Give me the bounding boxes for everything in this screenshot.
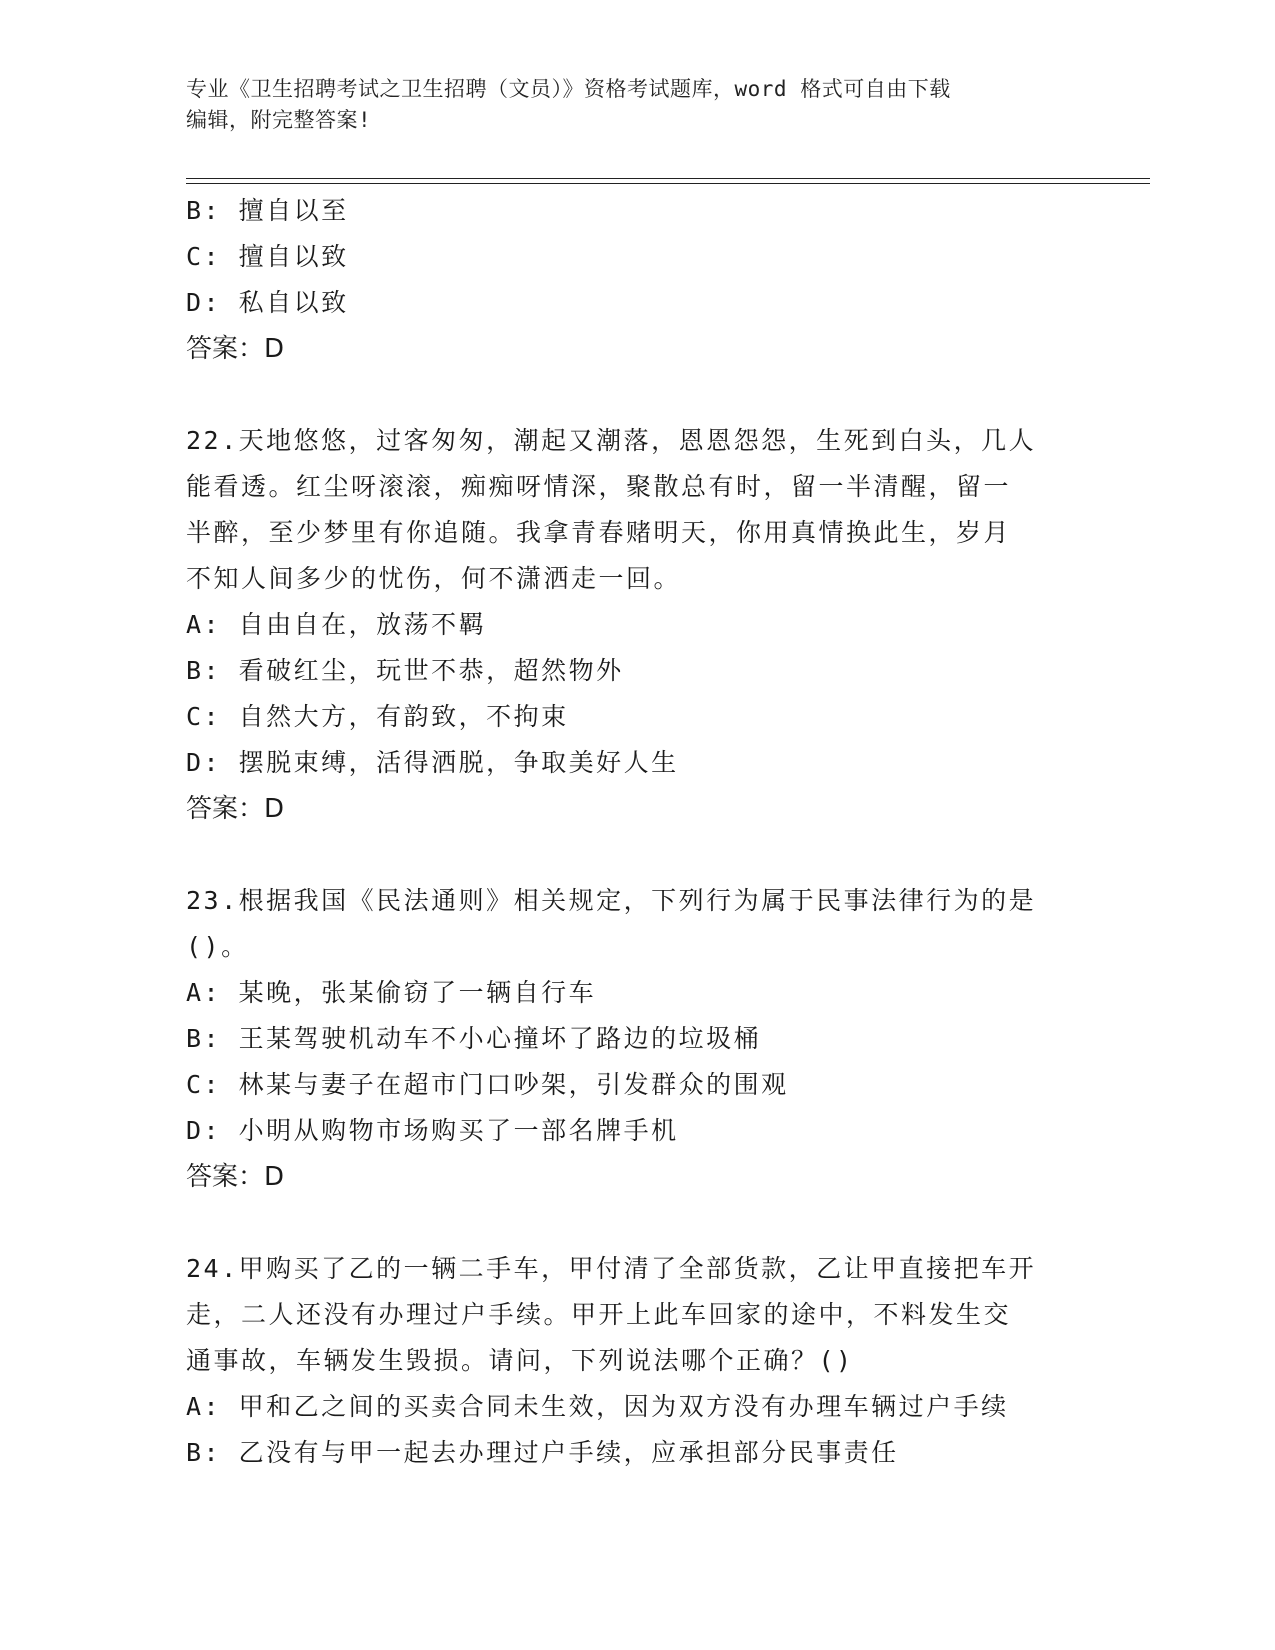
option-d: D: 摆脱束缚，活得洒脱，争取美好人生 xyxy=(186,748,679,777)
question-stem-line: 24.甲购买了乙的一辆二手车，甲付清了全部货款，乙让甲直接把车开 xyxy=(186,1254,1037,1283)
question-stem-line: 半醉，至少梦里有你追随。我拿青春赌明天，你用真情换此生，岁月 xyxy=(186,518,1012,547)
option-b: B: 擅自以至 xyxy=(186,196,349,225)
header-divider-bottom xyxy=(186,183,1150,184)
answer-line: 答案：D xyxy=(186,1162,285,1192)
header-line-2: 编辑，附完整答案! xyxy=(186,108,372,132)
answer-line: 答案：D xyxy=(186,334,285,364)
question-stem-line: 22.天地悠悠，过客匆匆，潮起又潮落，恩恩怨怨，生死到白头，几人 xyxy=(186,426,1037,455)
option-b: B: 乙没有与甲一起去办理过户手续，应承担部分民事责任 xyxy=(186,1438,899,1467)
option-c: C: 自然大方，有韵致，不拘束 xyxy=(186,702,569,731)
question-stem-line: 不知人间多少的忧伤，何不潇洒走一回。 xyxy=(186,564,682,593)
header-line-1: 专业《卫生招聘考试之卫生招聘（文员）》资格考试题库，word 格式可自由下载 xyxy=(186,77,951,101)
question-21-continued xyxy=(186,188,1086,372)
option-a: A: 甲和乙之间的买卖合同未生效，因为双方没有办理车辆过户手续 xyxy=(186,1392,1009,1421)
option-a: A: 某晚，张某偷窃了一辆自行车 xyxy=(186,978,597,1007)
question-23 xyxy=(186,878,1086,1200)
header-divider-top xyxy=(186,178,1150,179)
page-header xyxy=(186,74,1066,136)
question-stem-line: 能看透。红尘呀滚滚，痴痴呀情深，聚散总有时，留一半清醒，留一 xyxy=(186,472,1012,501)
question-stem-line: 23.根据我国《民法通则》相关规定，下列行为属于民事法律行为的是 xyxy=(186,886,1037,915)
answer-line: 答案：D xyxy=(186,794,285,824)
question-content xyxy=(186,188,1086,1476)
question-24 xyxy=(186,1246,1086,1476)
option-b: B: 看破红尘，玩世不恭，超然物外 xyxy=(186,656,624,685)
option-c: C: 擅自以致 xyxy=(186,242,349,271)
option-b: B: 王某驾驶机动车不小心撞坏了路边的垃圾桶 xyxy=(186,1024,762,1053)
option-d: D: 小明从购物市场购买了一部名牌手机 xyxy=(186,1116,679,1145)
option-c: C: 林某与妻子在超市门口吵架，引发群众的围观 xyxy=(186,1070,789,1099)
question-stem-line: 走，二人还没有办理过户手续。甲开上此车回家的途中，不料发生交 xyxy=(186,1300,1012,1329)
option-d: D: 私自以致 xyxy=(186,288,349,317)
option-a: A: 自由自在，放荡不羁 xyxy=(186,610,487,639)
question-22 xyxy=(186,418,1086,832)
question-stem-line: 通事故，车辆发生毁损。请问，下列说法哪个正确？() xyxy=(186,1346,854,1375)
question-stem-line: ()。 xyxy=(186,932,249,961)
